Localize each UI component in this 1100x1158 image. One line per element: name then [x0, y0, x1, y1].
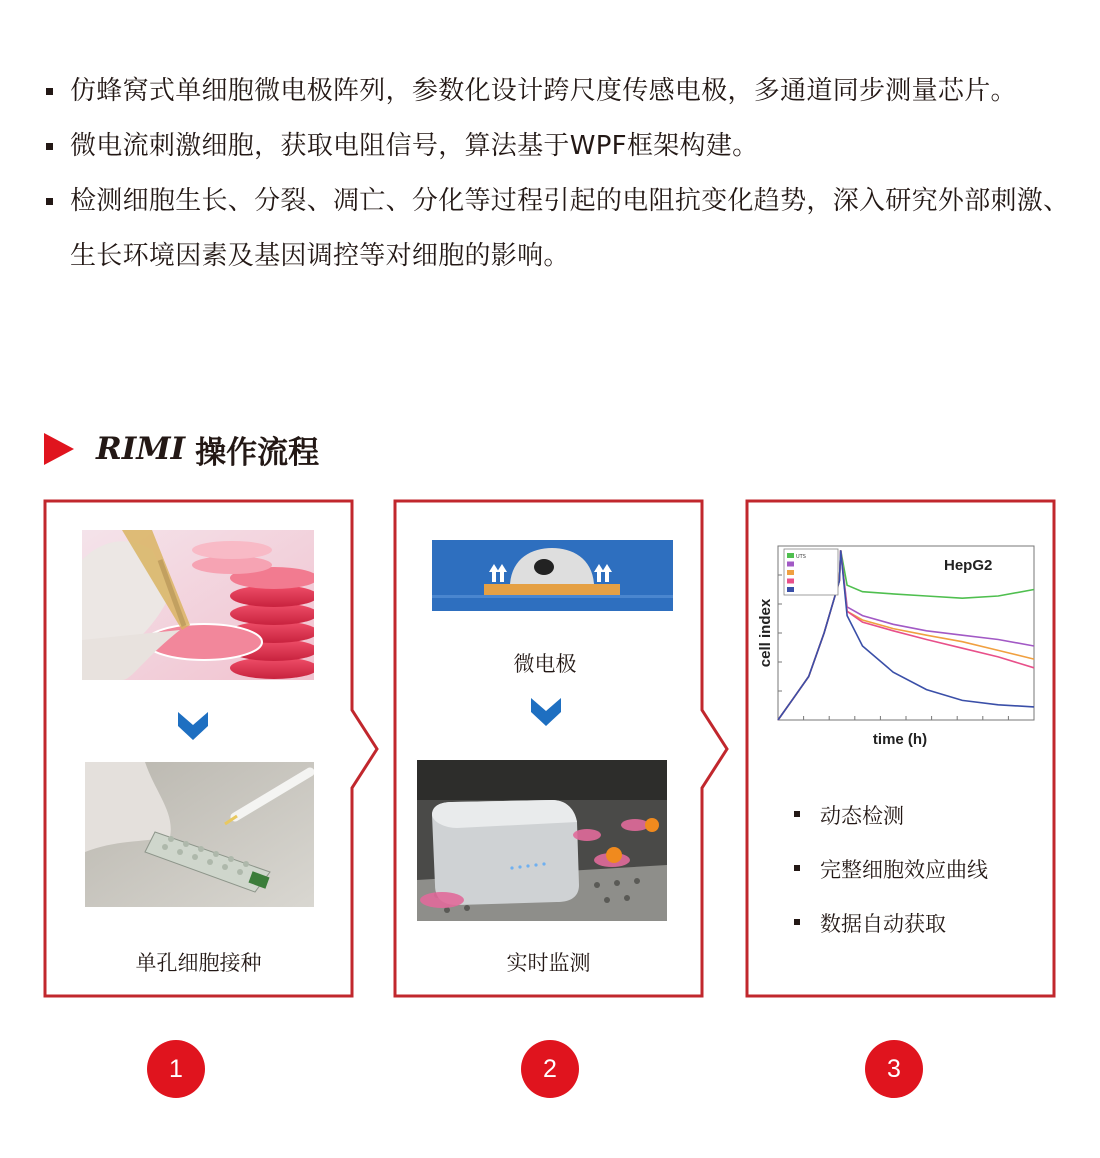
step-1-caption: 单孔细胞接种 — [135, 951, 262, 975]
section-title-cn: 操作流程 — [195, 434, 320, 471]
microelectrode-diagram-image — [432, 540, 673, 611]
step-number-badge: 3 — [865, 1040, 923, 1098]
step-number-badge: 1 — [147, 1040, 205, 1098]
step-2-caption: 实时监测 — [506, 951, 591, 975]
chart-title: HepG2 — [944, 557, 993, 574]
chevron-down-icon — [529, 694, 563, 728]
step-2-label-top: 微电极 — [513, 652, 577, 676]
intro-bullet: 仿蜂窝式单细胞微电极阵列，参数化设计跨尺度传感电极，多通道同步测量芯片。 — [44, 64, 1074, 119]
legend-swatch — [787, 562, 794, 567]
legend-swatch — [787, 587, 794, 592]
step-3-feature: 完整细胞效应曲线 — [794, 854, 988, 884]
step-3-feature: 动态检测 — [794, 800, 904, 830]
section-title-latin: RIMI — [96, 431, 186, 467]
legend-label: UTS — [796, 554, 806, 560]
cell-seeding-chip-image — [85, 762, 314, 907]
legend-swatch — [787, 553, 794, 558]
step-number-badge: 2 — [521, 1040, 579, 1098]
incubator-device-image — [417, 760, 667, 921]
chevron-down-icon — [176, 708, 210, 742]
intro-bullet: 微电流刺激细胞，获取电阻信号，算法基于WPF框架构建。 — [44, 119, 1074, 174]
legend-swatch — [787, 570, 794, 575]
step-3-feature: 数据自动获取 — [794, 908, 946, 938]
legend-swatch — [787, 579, 794, 584]
cell-index-chart — [756, 540, 1046, 750]
intro-bullet: 检测细胞生长、分裂、凋亡、分化等过程引起的电阻抗变化趋势，深入研究外部刺激、生长环境因素及基因调控等对细胞的影响。 — [44, 174, 1074, 284]
x-axis-label: time (h) — [872, 731, 928, 748]
y-axis-label: cell index — [757, 598, 774, 668]
pipette-petri-dish-image — [82, 530, 314, 680]
